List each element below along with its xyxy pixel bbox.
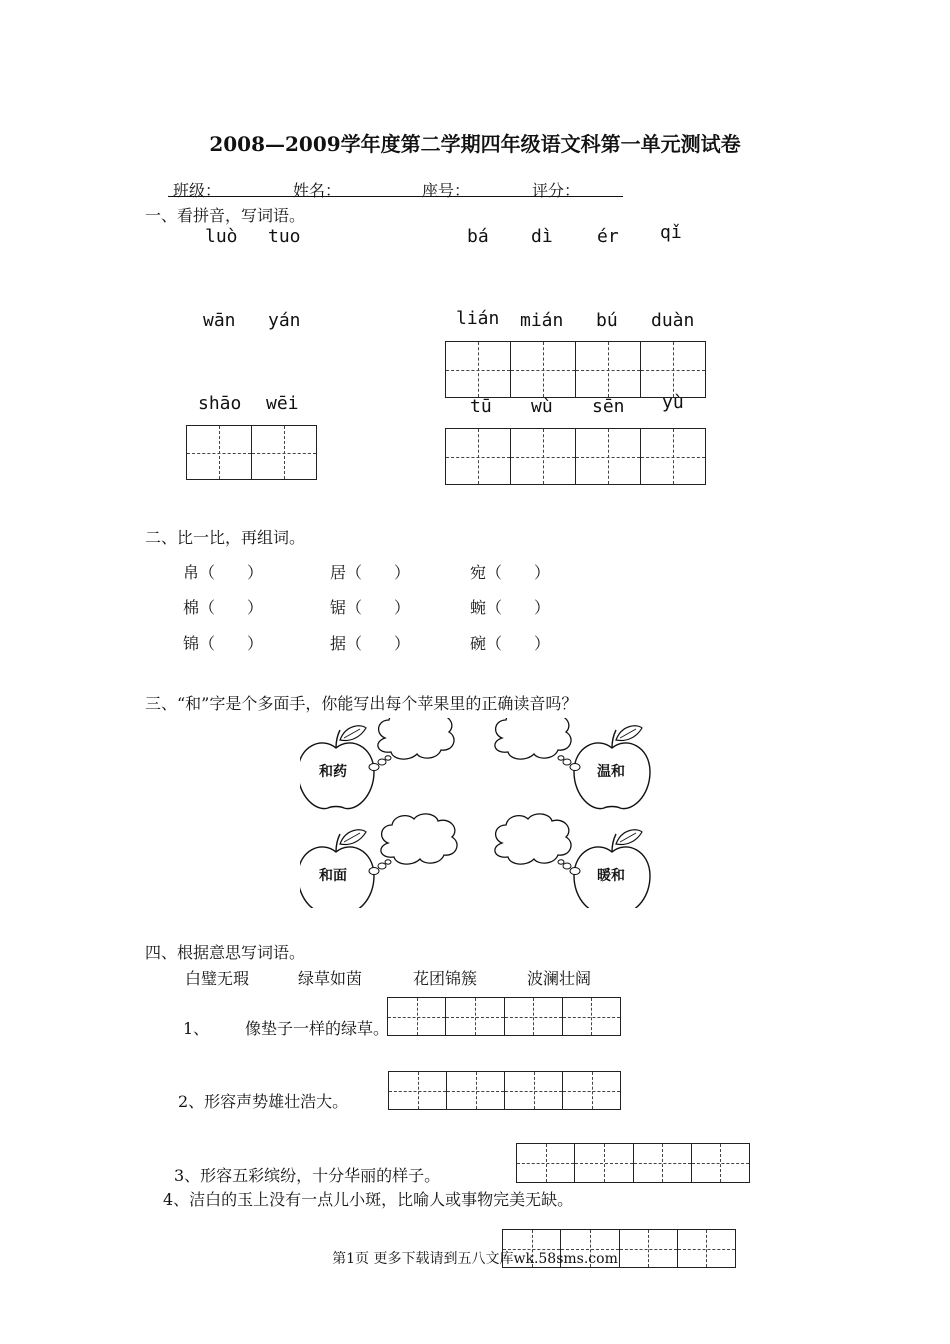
page-footer: 第1页 更多下载请到五八文库wk.58sms.com <box>332 1251 618 1267</box>
pinyin: dì <box>531 226 553 247</box>
pinyin: sēn <box>592 396 625 417</box>
apple-label: 和药 <box>319 764 347 780</box>
pinyin: mián <box>520 310 564 331</box>
pinyin: luò <box>205 226 238 247</box>
name-label: 姓名： <box>293 181 342 200</box>
compare-item: 宛（ ） <box>470 563 551 582</box>
pinyin: duàn <box>651 310 695 331</box>
score-label: 评分： <box>532 181 581 200</box>
pinyin: bú <box>596 310 618 331</box>
compare-item: 帛（ ） <box>183 563 264 582</box>
word-choice: 绿草如茵 <box>298 969 363 988</box>
seat-label: 座号： <box>422 181 471 200</box>
info-underline <box>168 196 623 197</box>
pinyin: qǐ <box>660 222 682 243</box>
section-2-heading: 二、比一比，再组词。 <box>145 528 306 547</box>
pinyin: wù <box>531 396 553 417</box>
compare-item: 居（ ） <box>330 563 411 582</box>
pinyin: yán <box>268 310 301 331</box>
pinyin: tuo <box>268 226 301 247</box>
compare-item: 锯（ ） <box>330 598 411 617</box>
writing-grid[interactable] <box>516 1143 750 1183</box>
question-number: 1、 <box>183 1019 210 1038</box>
question-4: 4、洁白的玉上没有一点儿小斑，比喻人或事物完美无缺。 <box>163 1190 574 1209</box>
compare-item: 棉（ ） <box>183 598 264 617</box>
word-choice: 波澜壮阔 <box>527 969 592 988</box>
pinyin: bá <box>467 226 489 247</box>
apple-label: 和面 <box>319 868 347 884</box>
apple-label: 暖和 <box>597 868 625 884</box>
compare-item: 蜿（ ） <box>470 598 551 617</box>
question-2: 2、形容声势雄壮浩大。 <box>178 1092 349 1111</box>
page-title: 2008—2009学年度第二学期四年级语文科第一单元测试卷 <box>209 132 741 156</box>
section-3-heading: 三、“和”字是个多面手，你能写出每个苹果里的正确读音吗？ <box>145 694 578 713</box>
pinyin: lián <box>456 308 500 329</box>
pinyin: yù <box>662 392 684 413</box>
compare-item: 据（ ） <box>330 634 411 653</box>
question-1: 像垫子一样的绿草。 <box>245 1019 390 1038</box>
compare-item: 碗（ ） <box>470 634 551 653</box>
writing-grid[interactable] <box>186 425 317 480</box>
section-4-heading: 四、根据意思写词语。 <box>145 943 306 962</box>
section-1-heading: 一、看拼音，写词语。 <box>145 206 306 225</box>
pinyin: ér <box>597 226 619 247</box>
writing-grid[interactable] <box>387 997 621 1036</box>
pinyin: wēi <box>266 393 299 414</box>
word-choice: 花团锦簇 <box>413 969 478 988</box>
pinyin: tū <box>470 396 492 417</box>
writing-grid[interactable] <box>445 428 706 485</box>
pinyin: wān <box>203 310 236 331</box>
apple-label: 温和 <box>597 764 625 780</box>
compare-item: 锦（ ） <box>183 634 264 653</box>
class-label: 班级： <box>173 181 222 200</box>
writing-grid[interactable] <box>388 1071 621 1110</box>
word-choice: 白璧无瑕 <box>185 969 250 988</box>
pinyin: shāo <box>198 393 242 414</box>
question-3: 3、形容五彩缤纷，十分华丽的样子。 <box>174 1166 441 1185</box>
writing-grid[interactable] <box>445 341 706 398</box>
